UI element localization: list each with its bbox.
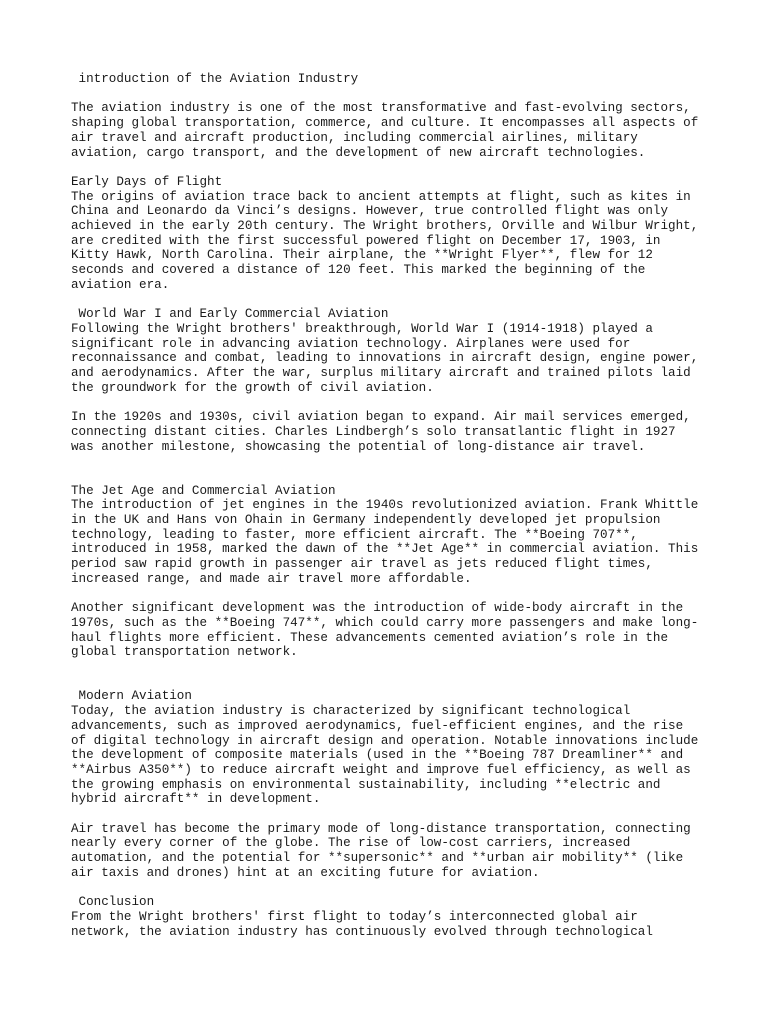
- blank-line: [71, 87, 711, 102]
- interwar-paragraph-line: In the 1920s and 1930s, civil aviation began to expand. Air mail services emerged,: [71, 410, 691, 425]
- blank-line: [71, 293, 711, 308]
- early-days-paragraph-line: China and Leonardo da Vinci’s designs. However, true controlled flight was only: [71, 204, 669, 219]
- jet-age-paragraph-line: period saw rapid growth in passenger air travel as jets reduced flight times,: [71, 557, 653, 572]
- air-travel-paragraph-line: air taxis and drones) hint at an exciting future for aviation.: [71, 865, 540, 880]
- ww1-paragraph-line: the groundwork for the growth of civil aviation.: [71, 380, 434, 395]
- document-page: [71, 72, 711, 939]
- modern-paragraph-line: the development of composite materials (used in the **Boeing 787 Dreamliner** and: [71, 748, 684, 763]
- intro-paragraph-line: The aviation industry is one of the most transformative and fast-evolving sectors,: [71, 101, 691, 116]
- conclusion-paragraph-line: network, the aviation industry has continuously evolved through technological: [71, 924, 653, 939]
- modern-paragraph-line: of digital technology in aircraft design and operation. Notable innovations include: [71, 733, 699, 748]
- early-days-paragraph-line: achieved in the early 20th century. The Wright brothers, Orville and Wilbur Wright,: [71, 219, 699, 233]
- blank-line: [71, 160, 711, 175]
- ww1-paragraph-line: and aerodynamics. After the war, surplus military aircraft and trained pilots laid: [71, 366, 691, 381]
- intro-paragraph-line: air travel and aircraft production, including commercial airlines, military: [71, 130, 638, 145]
- blank-line: [71, 469, 711, 484]
- section-heading-modern: Modern Aviation: [71, 689, 192, 704]
- modern-paragraph-line: advancements, such as improved aerodynamics, fuel-efficient engines, and the rise: [71, 718, 684, 733]
- modern-paragraph-line: hybrid aircraft** in development.: [71, 792, 321, 807]
- blank-line: [71, 454, 711, 469]
- interwar-paragraph-line: was another milestone, showcasing the potential of long-distance air travel.: [71, 439, 646, 454]
- intro-paragraph-line: aviation, cargo transport, and the development of new aircraft technologies.: [71, 145, 646, 160]
- wide-body-paragraph-line: 1970s, such as the **Boeing 747**, which could carry more passengers and make long-: [71, 615, 699, 630]
- intro-paragraph-line: shaping global transportation, commerce, and culture. It encompasses all aspects of: [71, 116, 699, 131]
- modern-paragraph-line: **Airbus A350**) to reduce aircraft weight and improve fuel efficiency, as well as: [71, 762, 691, 777]
- air-travel-paragraph-line: nearly every corner of the globe. The rise of low-cost carriers, increased: [71, 836, 631, 851]
- section-heading-ww1: World War I and Early Commercial Aviation: [71, 307, 389, 322]
- early-days-paragraph-line: aviation era.: [71, 277, 170, 292]
- section-heading-conclusion: Conclusion: [71, 895, 155, 910]
- early-days-paragraph-line: Kitty Hawk, North Carolina. Their airplane, the **Wright Flyer**, flew for 12: [71, 248, 653, 263]
- jet-age-paragraph-line: increased range, and made air travel more affordable.: [71, 571, 472, 586]
- ww1-paragraph-line: Following the Wright brothers' breakthrough, World War I (1914-1918) played a: [71, 321, 653, 336]
- conclusion-paragraph-line: From the Wright brothers' first flight to today’s interconnected global air: [71, 909, 638, 924]
- jet-age-paragraph-line: introduced in 1958, marked the dawn of the **Jet Age** in commercial aviation. This: [71, 542, 699, 557]
- section-heading-jet-age: The Jet Age and Commercial Aviation: [71, 483, 336, 498]
- wide-body-paragraph-line: Another significant development was the introduction of wide-body aircraft in the: [71, 601, 684, 616]
- document-title: introduction of the Aviation Industry: [71, 72, 359, 86]
- jet-age-paragraph-line: technology, leading to faster, more efficient aircraft. The **Boeing 707**,: [71, 527, 638, 542]
- ww1-paragraph-line: reconnaissance and combat, leading to innovations in aircraft design, engine power,: [71, 351, 699, 366]
- early-days-paragraph-line: are credited with the first successful powered flight on December 17, 1903, in: [71, 233, 661, 248]
- blank-line: [71, 660, 711, 675]
- blank-line: [71, 807, 711, 822]
- jet-age-paragraph-line: The introduction of jet engines in the 1940s revolutionized aviation. Frank Whittle: [71, 498, 699, 513]
- blank-line: [71, 881, 711, 896]
- blank-line: [71, 395, 711, 410]
- modern-paragraph-line: Today, the aviation industry is characterized by significant technological: [71, 704, 631, 719]
- interwar-paragraph-line: connecting distant cities. Charles Lindbergh’s solo transatlantic flight in 1927: [71, 424, 676, 439]
- early-days-paragraph-line: seconds and covered a distance of 120 feet. This marked the beginning of the: [71, 263, 646, 278]
- ww1-paragraph-line: significant role in advancing aviation technology. Airplanes were used for: [71, 336, 631, 351]
- air-travel-paragraph-line: Air travel has become the primary mode of long-distance transportation, connecting: [71, 821, 691, 836]
- early-days-paragraph-line: The origins of aviation trace back to ancient attempts at flight, such as kites in: [71, 189, 691, 204]
- wide-body-paragraph-line: haul flights more efficient. These advancements cemented aviation’s role in the: [71, 630, 669, 645]
- blank-line: [71, 587, 711, 602]
- blank-line: [71, 675, 711, 690]
- jet-age-paragraph-line: in the UK and Hans von Ohain in Germany independently developed jet propulsion: [71, 513, 661, 527]
- wide-body-paragraph-line: global transportation network.: [71, 645, 298, 660]
- section-heading-early-days: Early Days of Flight: [71, 174, 223, 189]
- air-travel-paragraph-line: automation, and the potential for **supersonic** and **urban air mobility** (like: [71, 851, 684, 866]
- modern-paragraph-line: the growing emphasis on environmental sustainability, including **electric and: [71, 777, 661, 792]
